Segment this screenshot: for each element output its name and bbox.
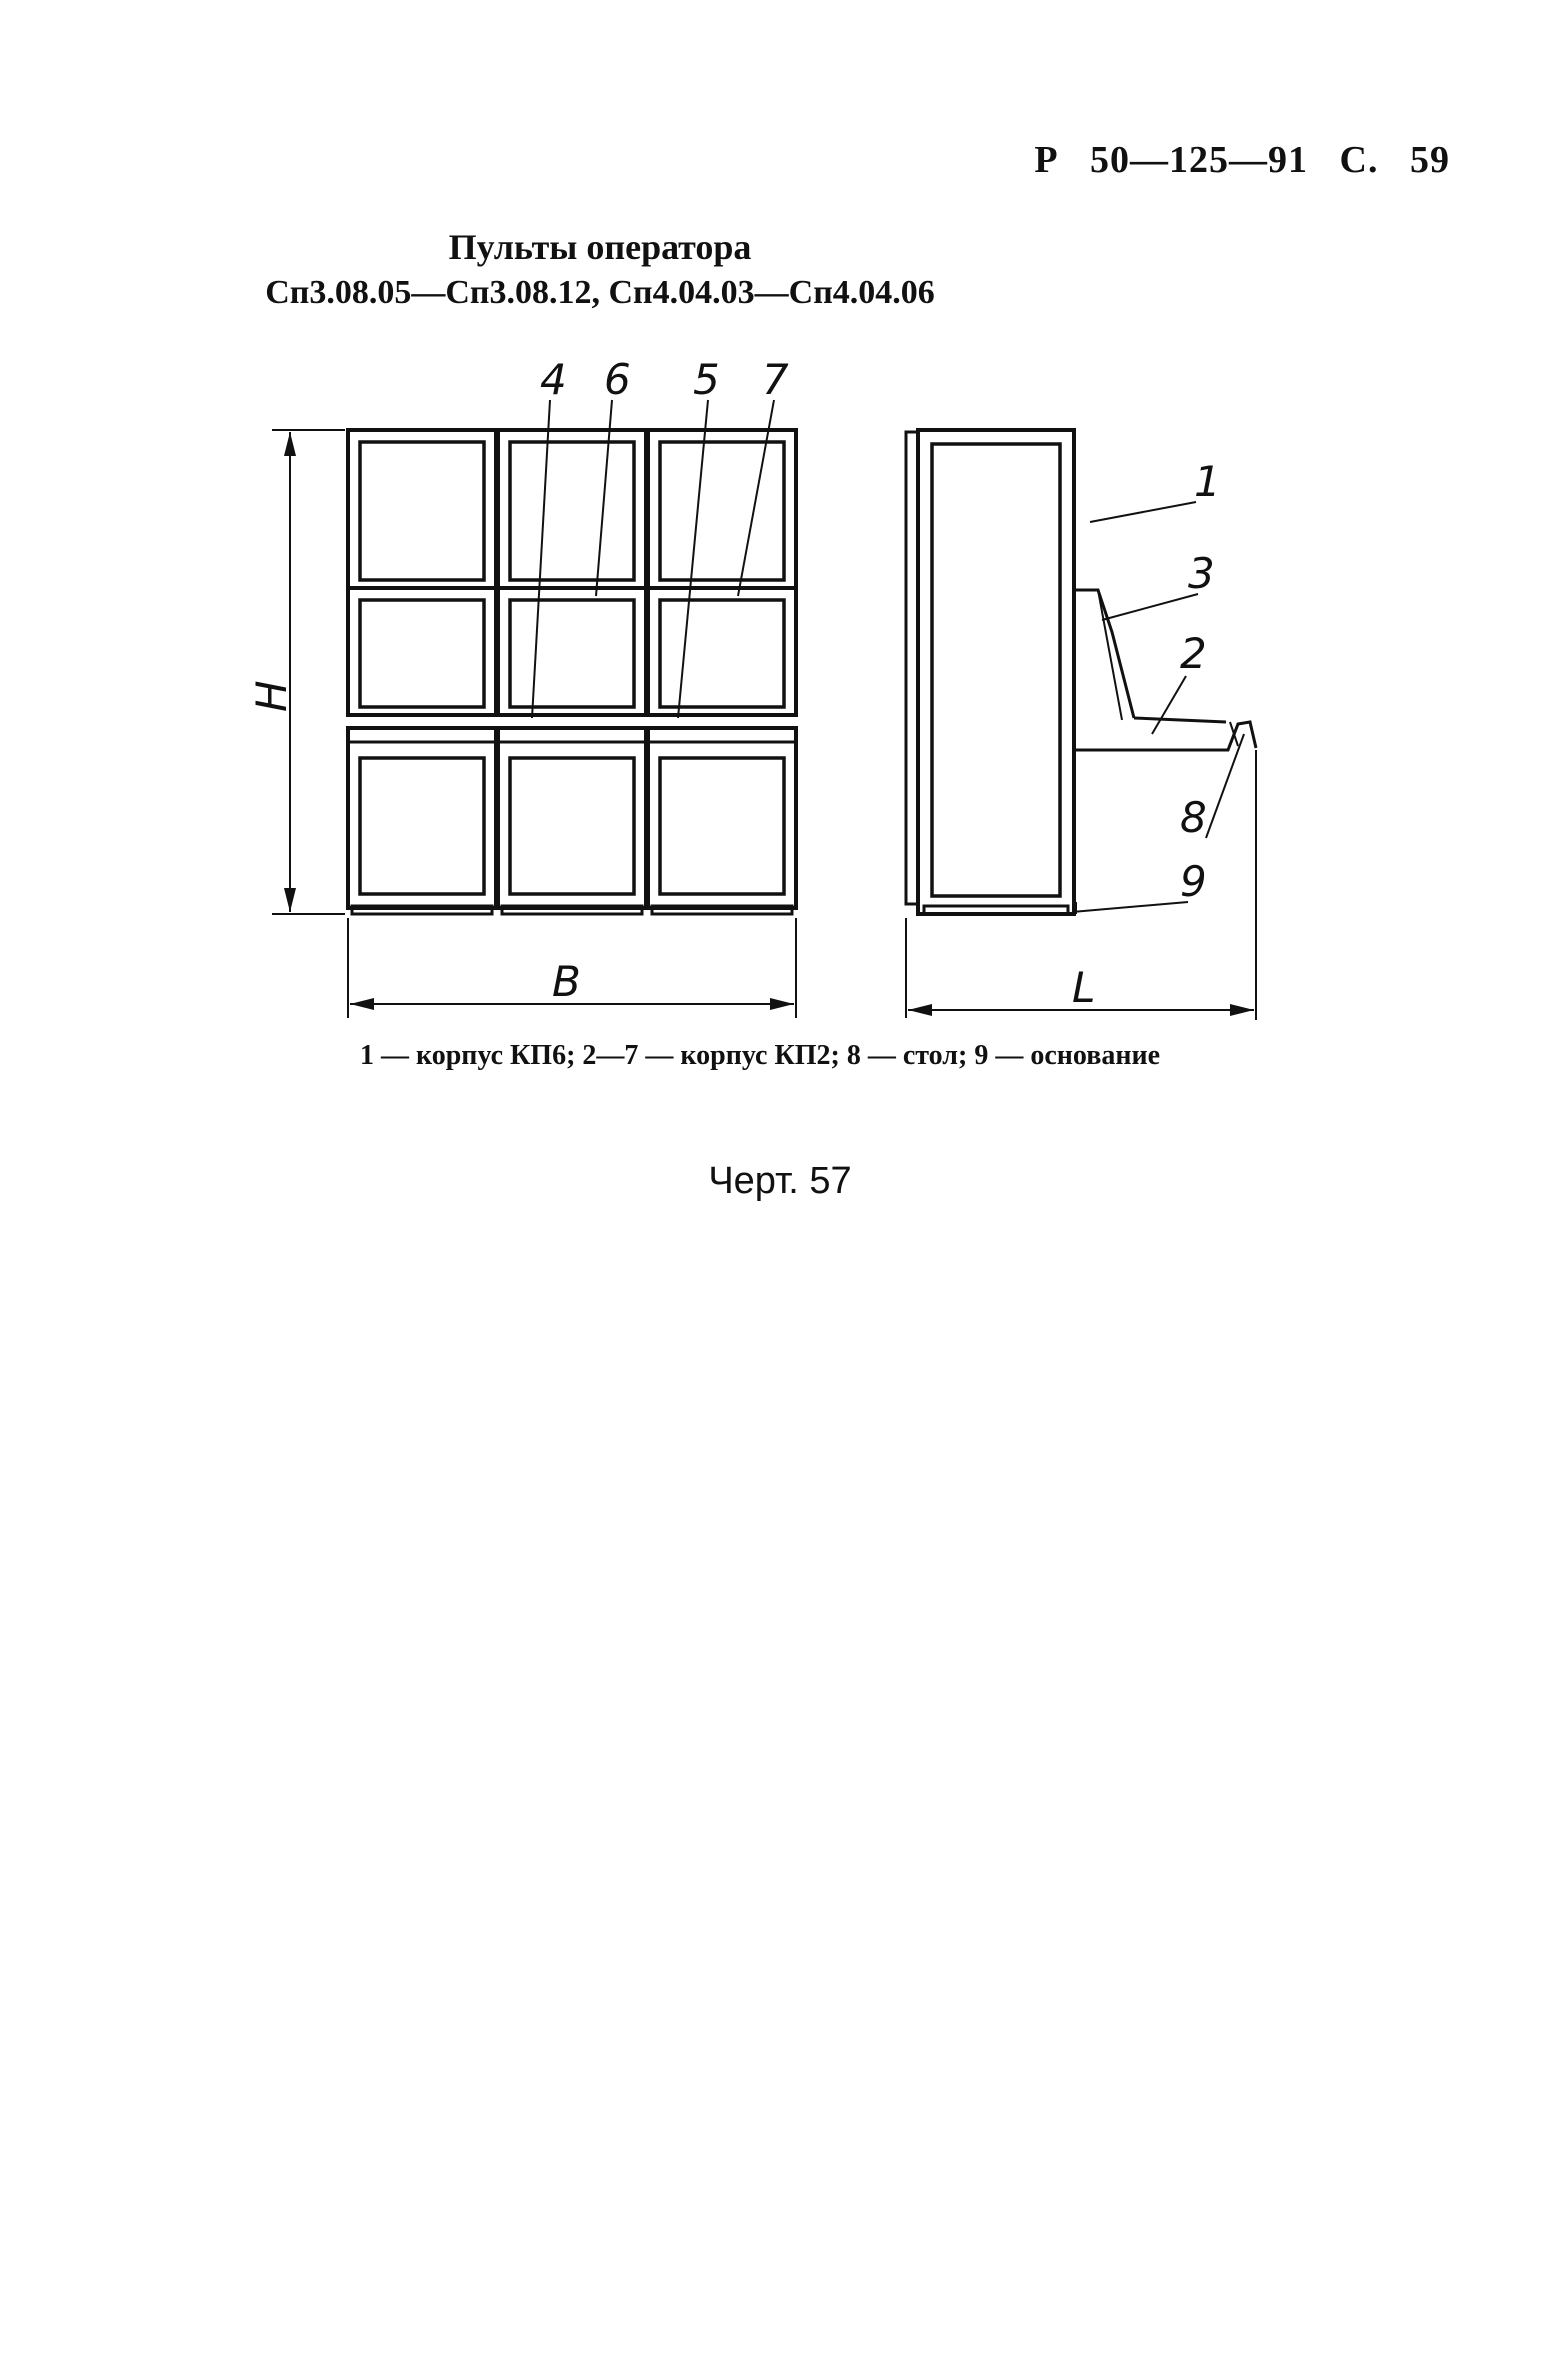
front-view — [348, 430, 796, 914]
height-dimension — [272, 430, 345, 914]
callout-4: 4 — [540, 355, 567, 404]
drawing-subtitle: Сп3.08.05—Сп3.08.12, Сп4.04.03—Сп4.04.06 — [265, 274, 935, 311]
figure-caption: Черт. 57 — [708, 1160, 852, 1202]
dimension-label-length: L — [1072, 963, 1096, 1012]
page-header: Р 50—125—91 С. 59 — [1034, 139, 1450, 181]
callout-8: 8 — [1180, 793, 1207, 842]
callout-7: 7 — [762, 355, 789, 404]
callout-1: 1 — [1194, 457, 1221, 506]
callout-2: 2 — [1180, 629, 1207, 678]
callout-5: 5 — [693, 355, 720, 404]
drawing-legend: 1 — корпус КП6; 2—7 — корпус КП2; 8 — стол; 9 — основание — [359, 1040, 1161, 1071]
callout-9: 9 — [1180, 857, 1207, 906]
callout-6: 6 — [604, 355, 631, 404]
leader-lines — [532, 400, 1244, 912]
dimension-label-height: H — [247, 680, 296, 712]
drawing-title: Пульты оператора — [448, 227, 752, 267]
dimension-label-width: B — [552, 957, 581, 1006]
callout-3: 3 — [1188, 549, 1215, 598]
